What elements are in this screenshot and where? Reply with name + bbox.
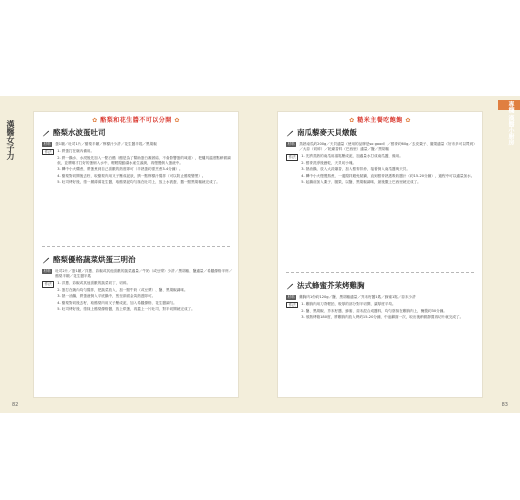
right-recipe-panel [277,111,483,398]
step-item: 4. 酪梨對切開後去籽，取酪梨肉用叉子壓成泥狀，擠一點檸檬汁攪拌（可以防止酪梨變黑）。 [57,173,206,178]
star-icon: ✿ [171,117,180,124]
right-chapter-tab: 專欄 漢醫小廚房 [507,101,514,146]
step-item: 2. 蛋打在碗內均勻攪拌，把蔬菜放入，加一點牛奶（或豆漿）、鹽、黑胡椒調味。 [57,287,188,292]
step-item: 1. 將蛋打在碗內備用。 [57,149,95,154]
page-number-left: 82 [12,402,19,408]
steps-label: 作法 [286,154,298,160]
ingredients-text: 蒸熟南瓜約200g／天貝適量（使用的品牌是so good）／藜麥約60g／去皮栗子、腰果適量（好市多可以買到）／大蒜（切碎）／乾燥香料（巴西里）適量／鹽／黑胡椒 [299,142,477,152]
steps-list [301,302,463,321]
step-item: 3. 預熱烤箱180度，將雞胸肉放入烤約15-20分鐘，中途翻面一次，取出後稍微靜置再切片就完成了。 [301,314,464,319]
step-item: 5. 吐司烤好後，塗抹上酪梨優格醬，放上烘蛋，再蓋上一片吐司，對半切開就完成了。 [57,306,195,311]
recipe-divider [42,246,230,247]
step-item: 3. 熱一油鍋，將蛋液倒入平底鍋中，煎至兩面金黃熟透即可。 [57,294,156,299]
star-icon: ✿ [349,117,358,124]
step-item: 4. 轉中小火慢慢熬煮，一邊攪拌避免黏鍋，直到藜麥熟透吸收醬汁（約15-20分鐘），過程中可以適量加水。 [301,173,475,178]
ingredients-label: 材料 [287,142,295,146]
step-item: 1. 雞胸肉用刀背輕拍，較厚的部分對半切開，讓厚度平均。 [301,302,396,307]
step-item: 4. 酪梨對切後去籽，取酪梨肉用叉子壓成泥，加入希臘優格、花生醬調勻。 [57,300,177,305]
step-item: 3. 轉中小火燜煮，將蛋煮到自己喜歡的熟度即可（半熟蛋約需烹煮3-4分鐘）。 [57,167,183,172]
steps-label: 作法 [42,281,54,287]
ingredients-label: 材料 [287,295,295,299]
ingredients-text: 雞胸肉1份約120g／鹽、黑胡椒適量／芥末籽醬1匙／蜂蜜1匙／蒜末少許 [299,295,416,299]
recipe-title: 南瓜藜麥天貝燉飯 [286,127,478,138]
recipe-title: 酪梨水波蛋吐司 [42,127,234,138]
left-panel-title: ✿ 酪梨和花生醬不可以分開 ✿ [92,117,180,124]
step-item: 1. 先將蒸熟的南瓜用湯匙壓成泥，加適量水打成南瓜醬，備用。 [301,154,403,159]
recipe-avocado-sandwich [42,254,234,315]
ingredients-text: 吐司2片／蛋1顆／洋蔥、彩椒或其他喜歡的蔬菜適量／牛奶（或豆漿）少許／黑胡椒、鹽適量／希臘優格半杯／酪梨半顆／花生醬半匙 [55,269,233,279]
ingredients-row [286,295,478,300]
right-panel-title: ✿ 糙米主餐吃飽飽 ✿ [349,117,411,124]
step-item: 5. 吐司烤好後，塗一層薄薄花生醬，取酪梨泥均勻抹在吐司上，放上水波蛋、撒一點黑胡椒就完成了。 [57,179,220,184]
ingredients-label: 材料 [43,269,51,273]
step-item: 2. 藜麥洗淨後瀝乾，天貝切小塊。 [301,160,357,165]
star-icon: ✿ [402,117,411,124]
steps-list [301,154,474,186]
quill-icon [42,129,50,137]
steps-row [42,281,234,313]
steps-list [57,149,234,186]
steps-label: 作法 [42,149,54,155]
recipe-pumpkin-risotto [286,127,478,188]
quill-icon [286,282,294,290]
recipe-avocado-toast [42,127,234,188]
step-item: 2. 鹽、黑胡椒、芥末籽醬、蜂蜜、蒜末混合成醬料，均勻塗抹在雞胸肉上，醃製約30分鐘。 [301,308,447,313]
left-chapter-tab: 漢醫女子力 [6,120,15,160]
steps-row [42,149,234,186]
ingredients-row [286,142,478,152]
ingredients-label: 材料 [43,142,51,146]
recipe-divider [286,272,474,273]
steps-row [286,302,478,321]
steps-row [286,154,478,186]
recipe-title: 法式蜂蜜芥茉烤雞胸 [286,280,478,291]
ingredients-text: 蛋1顆／吐司1片／酪梨半顆／檸檬汁少許／花生醬半匙／黑胡椒 [55,142,157,146]
star-icon: ✿ [92,117,101,124]
steps-list [57,281,195,313]
steps-label: 作法 [286,302,298,308]
recipe-title: 酪梨優格蔬菜烘蛋三明治 [42,254,234,265]
recipe-honey-mustard-chicken [286,280,478,323]
step-item: 2. 將一鍋水、水滾後先加入一點白醋（醋是為了幫助蛋白凝固結、不會影響蛋的味道），把爐具溫度點稍微調低，並將剛才打好的蛋倒入水中，輕輕攪動讓水產生漩渦，再慢慢倒入蛋液中。 [57,155,231,165]
ingredients-row [42,142,234,147]
quill-icon [42,256,50,264]
step-item: 1. 洋蔥、彩椒或其他喜歡的蔬菜切丁，切碎。 [57,281,131,286]
step-item: 5. 起鍋前加入栗子、腰果，以鹽、黑胡椒調味，最後撒上巴西里就完成了。 [301,179,421,184]
quill-icon [286,129,294,137]
step-item: 3. 熱油鍋，放入大蒜爆香，加入藜麥拌炒，接著倒入南瓜醬與天貝。 [301,167,410,172]
left-recipe-panel [33,111,239,398]
ingredients-row [42,269,234,279]
page-number-right: 83 [501,402,508,408]
